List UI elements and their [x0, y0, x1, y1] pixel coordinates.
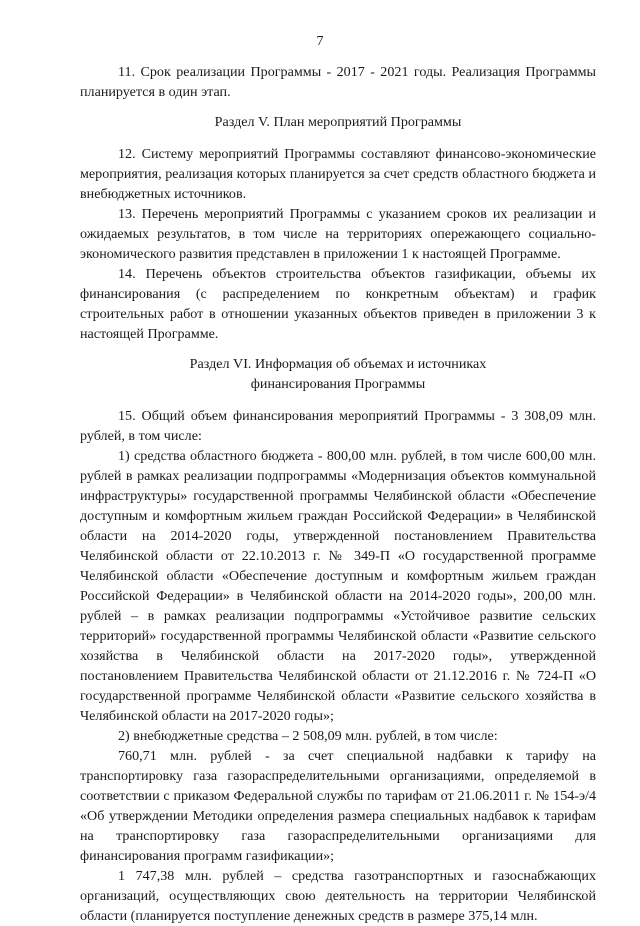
paragraph-15-item-1: 1) средства областного бюджета - 800,00 млн. рублей, в том числе 600,00 млн. рублей в рамках реализации подпрограммы «Модернизация объектов коммунальной инфраструктуры» государственной программы Челябинской области «Обеспечение доступным и комфортным жильем граждан Российской Федерации» в Челябинской области на 2014-2020 годы, утвержденной постановлением Правительства Челябинской области от 22.10.2013 г. № 349-П «О государственной программе Челябинской области «Обеспечение доступным и комфортным жильем граждан Российской Федерации» в Челябинской области на 2014-2020 годы», 200,00 млн. рублей – в рамках реализации подпрограммы «Устойчивое развитие сельских территорий» государственной программы Челябинской области «Развитие сельского хозяйства в Челябинской области на 2017-2020 годы», утвержденной постановлением Правительства Челябинской области от 21.12.2016 г. № 724-П «О государственной программе Челябинской области «Развитие сельского хозяйства в Челябинской области на 2017-2020 годы»;	[80, 448, 596, 724]
paragraph-13: 13. Перечень мероприятий Программы с указанием сроков их реализации и ожидаемых результатов, в том числе на территориях опережающего социально-экономического развития представлен в приложении 1 к настоящей Программе.	[80, 206, 596, 262]
paragraph-11: 11. Срок реализации Программы - 2017 - 2021 годы. Реализация Программы планируется в один этап.	[80, 64, 596, 100]
paragraph-15-item-2: 2) внебюджетные средства – 2 508,09 млн. рублей, в том числе:	[118, 728, 498, 744]
paragraph-14: 14. Перечень объектов строительства объектов газификации, объемы их финансирования (с распределением по конкретным объектам) и график строительных работ в отношении указанных объектов приведен в приложении 3 к настоящей Программе.	[80, 266, 596, 342]
page-number: 7	[316, 34, 324, 49]
section-6-title-line-1: Раздел VI. Информация об объемах и источниках	[189, 356, 487, 372]
section-6-title-line-2: финансирования Программы	[250, 376, 426, 392]
section-5-title-text: Раздел V. План мероприятий Программы	[214, 114, 462, 130]
paragraph-15: 15. Общий объем финансирования мероприятий Программы - 3 308,09 млн. рублей, в том числе:	[80, 408, 596, 444]
document-body	[80, 62, 596, 926]
paragraph-15-item-2a: 760,71 млн. рублей - за счет специальной надбавки к тарифу на транспортировку газа газораспределительными организациями, определяемой в соответствии с приказом Федеральной службы по тарифам от 21.06.2011 г. № 154-э/4 «Об утверждении Методики определения размера специальных надбавок к тарифам на транспортировку газа газораспределительными организациями для финансирования программ газификации»;	[80, 748, 596, 864]
section-5-title	[80, 112, 596, 132]
paragraph-12: 12. Систему мероприятий Программы составляют финансово-экономические мероприятия, реализация которых планируется за счет средств областного бюджета и внебюджетных источников.	[80, 146, 596, 202]
section-6-title	[80, 354, 596, 394]
paragraph-15-item-2b: 1 747,38 млн. рублей – средства газотранспортных и газоснабжающих организаций, осуществляющих свою деятельность на территории Челябинской области (планируется поступление денежных средств в размере 375,14 млн.	[80, 868, 596, 924]
